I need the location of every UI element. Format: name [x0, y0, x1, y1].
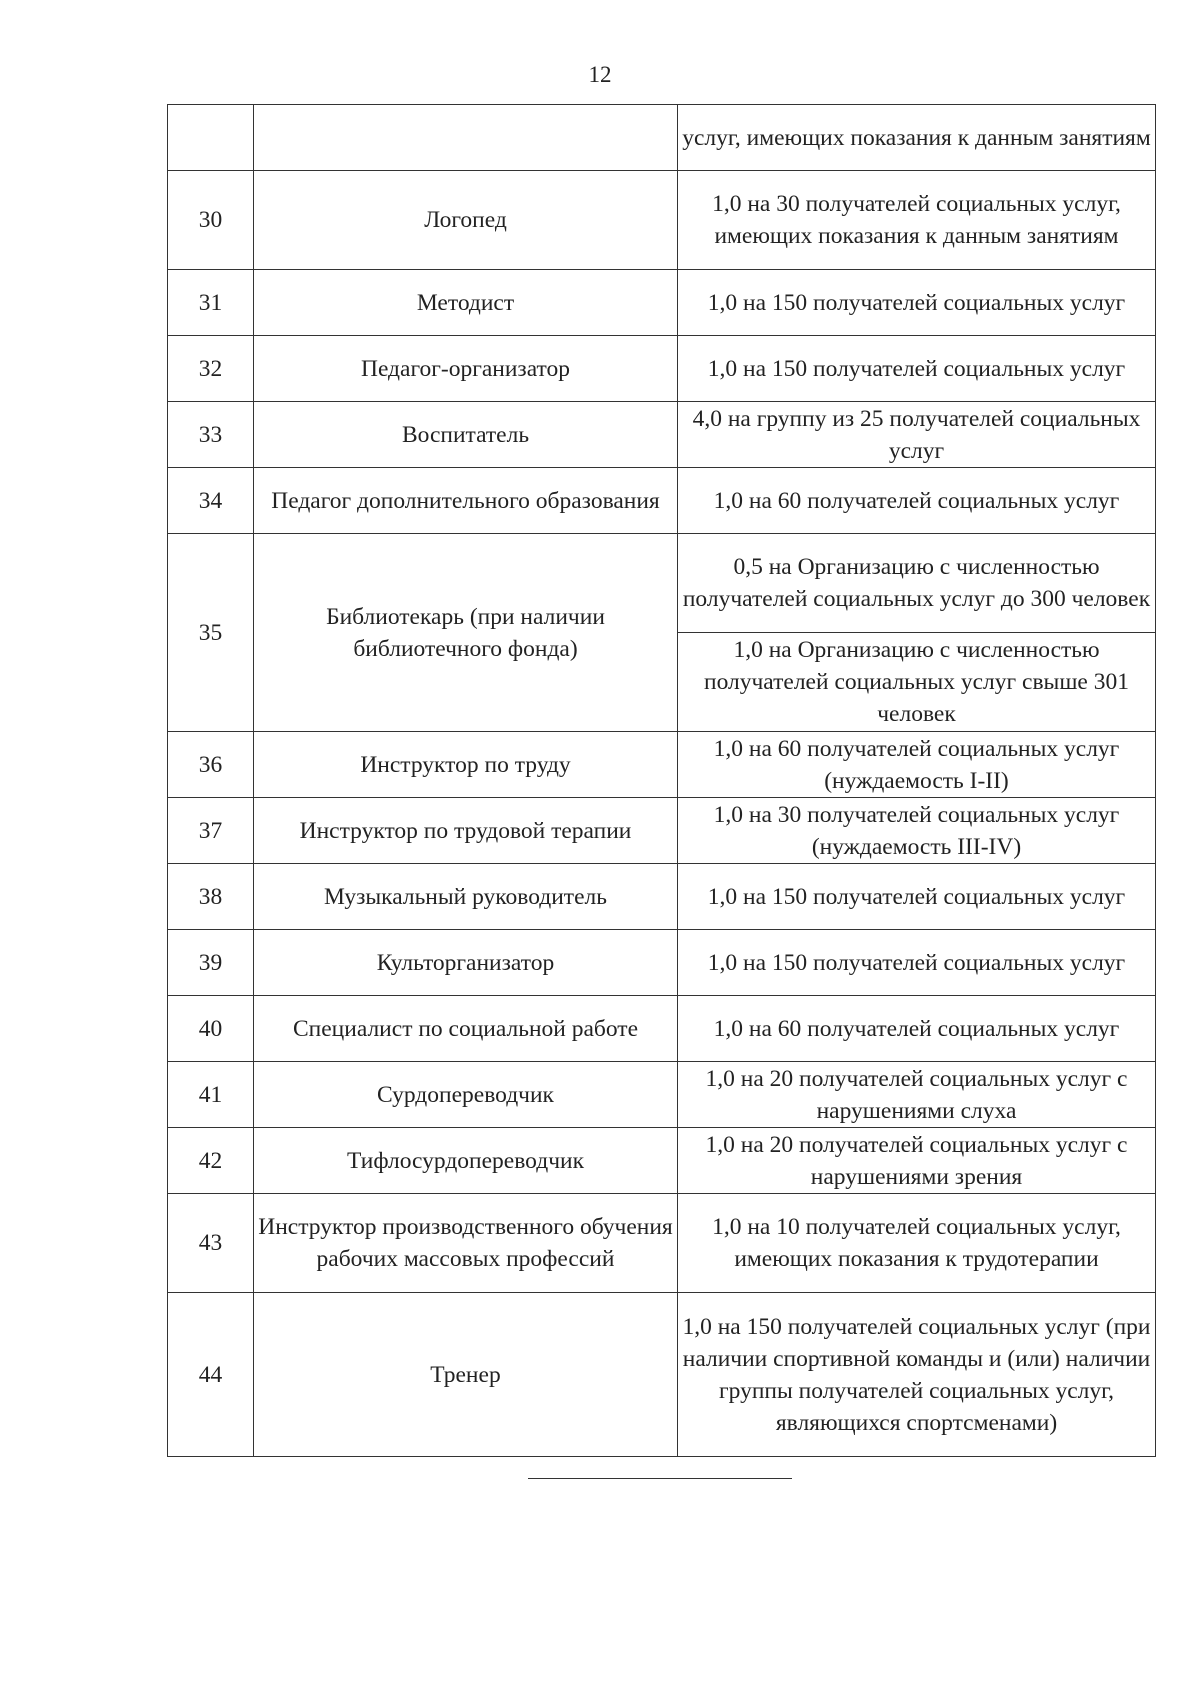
- row-number-cell: 38: [168, 864, 254, 930]
- row-number-cell: 44: [168, 1293, 254, 1457]
- norm-cell: 1,0 на 150 получателей социальных услуг (при наличии спортивной команды и (или) наличии группы получателей социальных услуг, являющихся спортсменами): [678, 1293, 1156, 1457]
- norm-cell: 1,0 на 60 получателей социальных услуг: [678, 468, 1156, 534]
- row-number-cell: 41: [168, 1062, 254, 1128]
- row-number-cell: 32: [168, 336, 254, 402]
- table-row: [168, 1128, 1156, 1194]
- row-number-cell: [168, 105, 254, 171]
- table-row: [168, 732, 1156, 798]
- row-number-cell: 37: [168, 798, 254, 864]
- norm-cell: услуг, имеющих показания к данным занятиям: [678, 105, 1156, 171]
- norm-cell: 1,0 на 60 получателей социальных услуг (нуждаемость I-II): [678, 732, 1156, 798]
- table-row: [168, 534, 1156, 633]
- end-of-table-rule: [528, 1478, 792, 1479]
- row-number-cell: 36: [168, 732, 254, 798]
- position-cell: Тренер: [254, 1293, 678, 1457]
- table-row: [168, 468, 1156, 534]
- table-row: [168, 1194, 1156, 1293]
- position-cell: Сурдопереводчик: [254, 1062, 678, 1128]
- position-cell: [254, 105, 678, 171]
- position-cell: Инструктор по труду: [254, 732, 678, 798]
- table-row: [168, 171, 1156, 270]
- table-row: [168, 1062, 1156, 1128]
- norm-cell: 1,0 на 20 получателей социальных услуг с нарушениями зрения: [678, 1128, 1156, 1194]
- row-number-cell: 34: [168, 468, 254, 534]
- table-body: [168, 105, 1156, 1457]
- position-cell: Тифлосурдопереводчик: [254, 1128, 678, 1194]
- table-row: [168, 270, 1156, 336]
- position-cell: Инструктор производственного обучения рабочих массовых профессий: [254, 1194, 678, 1293]
- table-row: [168, 336, 1156, 402]
- norm-cell: 1,0 на 30 получателей социальных услуг (нуждаемость III-IV): [678, 798, 1156, 864]
- row-number-cell: 42: [168, 1128, 254, 1194]
- norm-cell: 0,5 на Организацию с численностью получателей социальных услуг до 300 человек: [678, 534, 1156, 633]
- staffing-norms-table: [167, 104, 1156, 1457]
- norm-cell: 1,0 на 10 получателей социальных услуг, имеющих показания к трудотерапии: [678, 1194, 1156, 1293]
- position-cell: Музыкальный руководитель: [254, 864, 678, 930]
- norm-cell: 1,0 на 150 получателей социальных услуг: [678, 336, 1156, 402]
- norm-cell: 1,0 на 30 получателей социальных услуг, имеющих показания к данным занятиям: [678, 171, 1156, 270]
- row-number-cell: 40: [168, 996, 254, 1062]
- norm-cell: 1,0 на 20 получателей социальных услуг с нарушениями слуха: [678, 1062, 1156, 1128]
- position-cell: Специалист по социальной работе: [254, 996, 678, 1062]
- row-number-cell: 30: [168, 171, 254, 270]
- position-cell: Логопед: [254, 171, 678, 270]
- norm-cell: 1,0 на Организацию с численностью получателей социальных услуг свыше 301 человек: [678, 633, 1156, 732]
- norm-cell: 1,0 на 150 получателей социальных услуг: [678, 930, 1156, 996]
- table-row: [168, 864, 1156, 930]
- position-cell: Педагог-организатор: [254, 336, 678, 402]
- table-row: [168, 798, 1156, 864]
- table-row: [168, 402, 1156, 468]
- row-number-cell: 39: [168, 930, 254, 996]
- norm-cell: 1,0 на 150 получателей социальных услуг: [678, 864, 1156, 930]
- row-number-cell: 33: [168, 402, 254, 468]
- position-cell: Педагог дополнительного образования: [254, 468, 678, 534]
- position-cell: Культорганизатор: [254, 930, 678, 996]
- position-cell: Методист: [254, 270, 678, 336]
- table-row: [168, 1293, 1156, 1457]
- position-cell: Библиотекарь (при наличии библиотечного фонда): [254, 534, 678, 732]
- row-number-cell: 43: [168, 1194, 254, 1293]
- row-number-cell: 35: [168, 534, 254, 732]
- norm-cell: 1,0 на 150 получателей социальных услуг: [678, 270, 1156, 336]
- table-row: [168, 930, 1156, 996]
- page-number: 12: [588, 62, 612, 87]
- position-cell: Инструктор по трудовой терапии: [254, 798, 678, 864]
- norm-cell: 4,0 на группу из 25 получателей социальных услуг: [678, 402, 1156, 468]
- table-row: [168, 996, 1156, 1062]
- position-cell: Воспитатель: [254, 402, 678, 468]
- table-row: [168, 105, 1156, 171]
- row-number-cell: 31: [168, 270, 254, 336]
- norm-cell: 1,0 на 60 получателей социальных услуг: [678, 996, 1156, 1062]
